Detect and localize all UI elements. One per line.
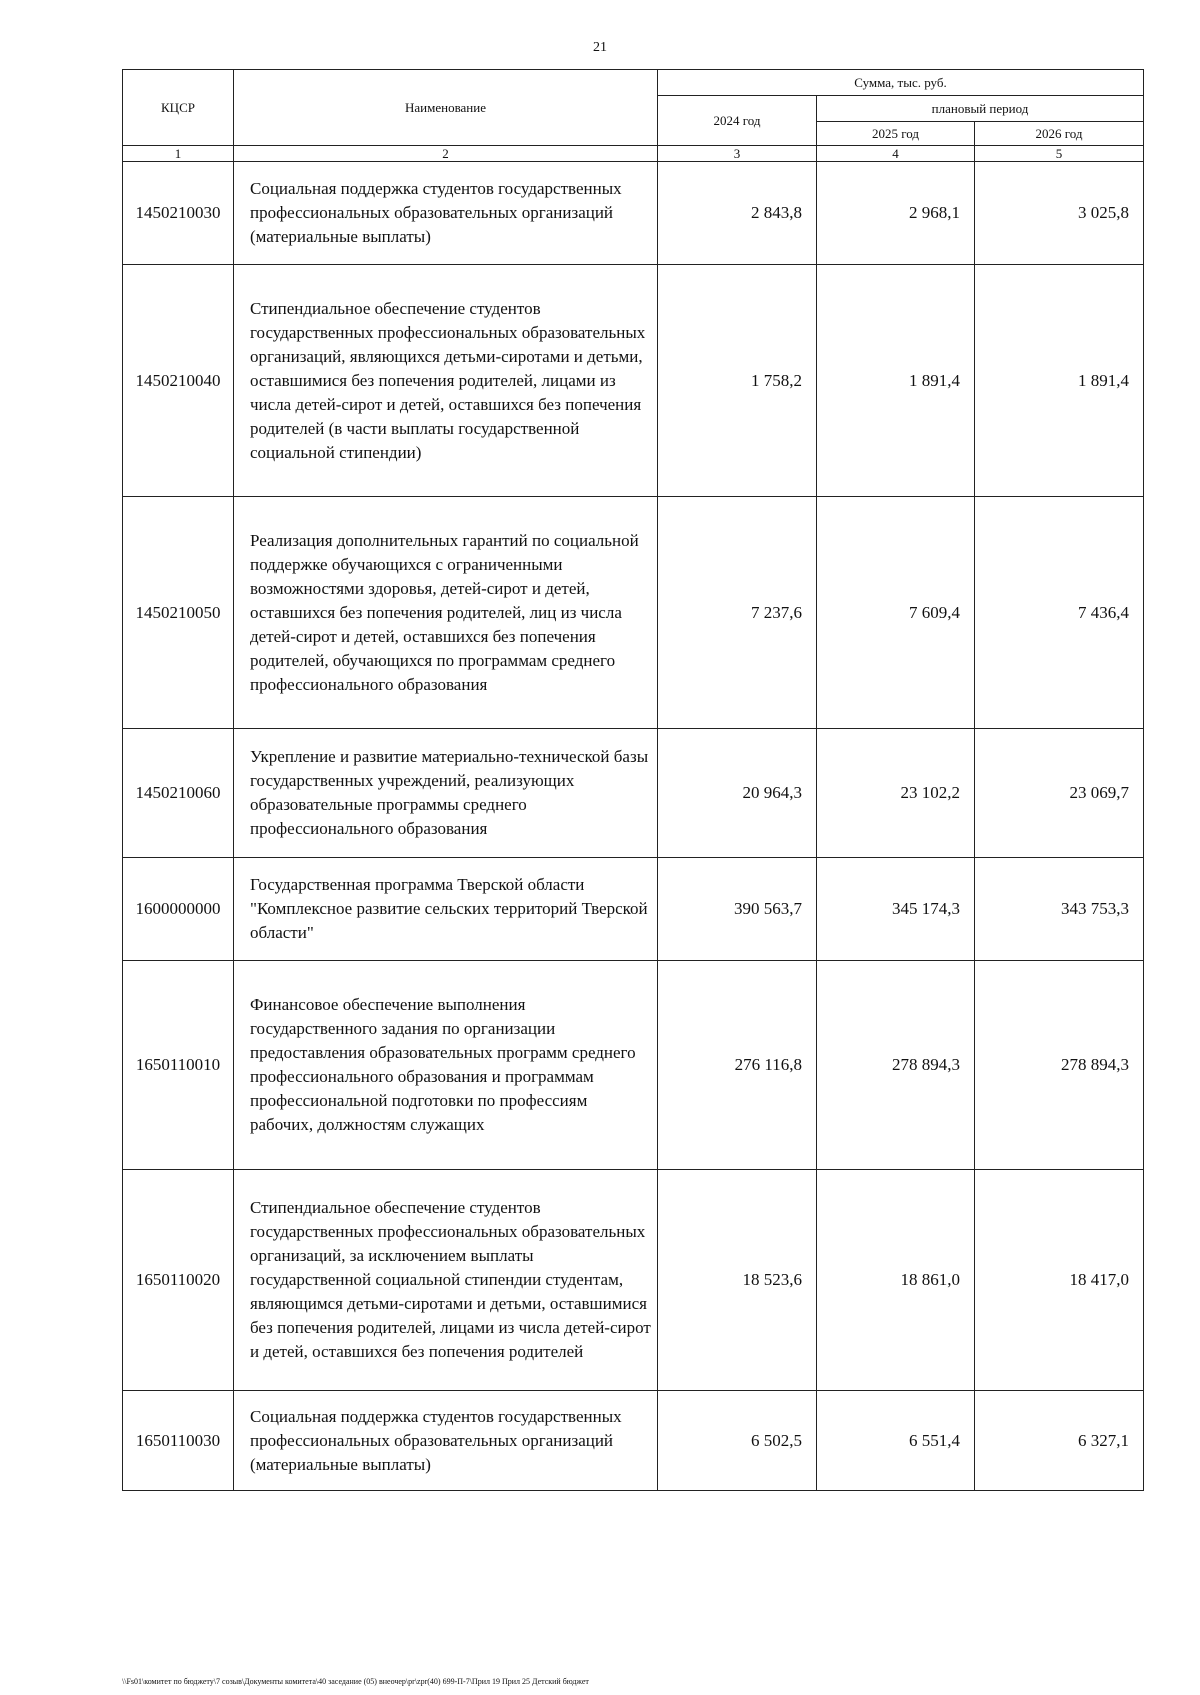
row-code: 1450210050 — [123, 497, 234, 729]
column-number: 1 — [123, 146, 234, 162]
header-name: Наименование — [234, 70, 658, 146]
row-name: Реализация дополнительных гарантий по социальной поддержке обучающихся с ограниченными возможностями здоровья, детей-сирот и детей, оставшихся без попечения родителей, лиц из числа детей-сирот и детей, оставшихся без попечения родителей, обучающихся по программам среднего профессионального образования — [234, 497, 658, 729]
row-code: 1650110020 — [123, 1170, 234, 1391]
table-row — [123, 265, 1144, 497]
table-row — [123, 1391, 1144, 1491]
row-value-2026: 278 894,3 — [975, 961, 1144, 1170]
row-name: Стипендиальное обеспечение студентов государственных профессиональных образовательных организаций, за исключением выплаты государственной социальной стипендии студентам, являющимся детьми-сиротами и детьми, оставшимися без попечения родителей, лицами из числа детей-сирот и детей, оставшихся без попечения родителей — [234, 1170, 658, 1391]
row-value-2025: 18 861,0 — [817, 1170, 975, 1391]
header-code: КЦСР — [123, 70, 234, 146]
row-value-2025: 2 968,1 — [817, 162, 975, 265]
row-value-2026: 343 753,3 — [975, 858, 1144, 961]
row-code: 1450210060 — [123, 729, 234, 858]
row-name: Социальная поддержка студентов государственных профессиональных образовательных организаций (материальные выплаты) — [234, 1391, 658, 1491]
row-value-2024: 390 563,7 — [658, 858, 817, 961]
row-code: 1600000000 — [123, 858, 234, 961]
table-row — [123, 729, 1144, 858]
table-row — [123, 858, 1144, 961]
row-value-2024: 6 502,5 — [658, 1391, 817, 1491]
row-value-2026: 6 327,1 — [975, 1391, 1144, 1491]
page-number: 21 — [593, 40, 607, 55]
row-name: Социальная поддержка студентов государственных профессиональных образовательных организаций (материальные выплаты) — [234, 162, 658, 265]
row-value-2026: 18 417,0 — [975, 1170, 1144, 1391]
row-value-2025: 345 174,3 — [817, 858, 975, 961]
row-value-2024: 1 758,2 — [658, 265, 817, 497]
row-name: Государственная программа Тверской области "Комплексное развитие сельских территорий Тверской области" — [234, 858, 658, 961]
row-value-2025: 278 894,3 — [817, 961, 975, 1170]
row-value-2025: 6 551,4 — [817, 1391, 975, 1491]
table-row — [123, 162, 1144, 265]
column-number: 2 — [234, 146, 658, 162]
budget-table — [122, 69, 1144, 1491]
column-number: 4 — [817, 146, 975, 162]
header-2024: 2024 год — [658, 96, 817, 146]
header-2026: 2026 год — [975, 122, 1144, 146]
footer-file-path: \\Fs01\комитет по бюджету\7 созыв\Документы комитета\40 заседание (05) внеочер\pr\zpr(40) 699-П-7\Прил 19 Прил 25 Детский бюджет — [122, 1677, 589, 1686]
row-value-2026: 23 069,7 — [975, 729, 1144, 858]
row-value-2024: 2 843,8 — [658, 162, 817, 265]
row-value-2025: 1 891,4 — [817, 265, 975, 497]
row-value-2026: 1 891,4 — [975, 265, 1144, 497]
table-row — [123, 1170, 1144, 1391]
header-2025: 2025 год — [817, 122, 975, 146]
row-name: Финансовое обеспечение выполнения государственного задания по организации предоставления образовательных программ среднего профессионального образования и программам профессиональной подготовки по профессиям рабочих, должностям служащих — [234, 961, 658, 1170]
header-planned-period: плановый период — [817, 96, 1144, 122]
row-value-2026: 3 025,8 — [975, 162, 1144, 265]
row-code: 1650110010 — [123, 961, 234, 1170]
row-name: Стипендиальное обеспечение студентов государственных профессиональных образовательных организаций, являющихся детьми-сиротами и детьми, оставшимися без попечения родителей, лицами из числа детей-сирот и детей, оставшихся без попечения родителей (в части выплаты государственной социальной стипендии) — [234, 265, 658, 497]
row-value-2025: 23 102,2 — [817, 729, 975, 858]
header-sum: Сумма, тыс. руб. — [658, 70, 1144, 96]
table-row — [123, 497, 1144, 729]
row-code: 1450210030 — [123, 162, 234, 265]
row-name: Укрепление и развитие материально-технической базы государственных учреждений, реализующих образовательные программы среднего профессионального образования — [234, 729, 658, 858]
column-number: 3 — [658, 146, 817, 162]
row-value-2024: 276 116,8 — [658, 961, 817, 1170]
row-code: 1450210040 — [123, 265, 234, 497]
table-row — [123, 961, 1144, 1170]
row-value-2024: 7 237,6 — [658, 497, 817, 729]
row-value-2024: 20 964,3 — [658, 729, 817, 858]
column-number: 5 — [975, 146, 1144, 162]
row-value-2024: 18 523,6 — [658, 1170, 817, 1391]
row-value-2026: 7 436,4 — [975, 497, 1144, 729]
row-code: 1650110030 — [123, 1391, 234, 1491]
row-value-2025: 7 609,4 — [817, 497, 975, 729]
